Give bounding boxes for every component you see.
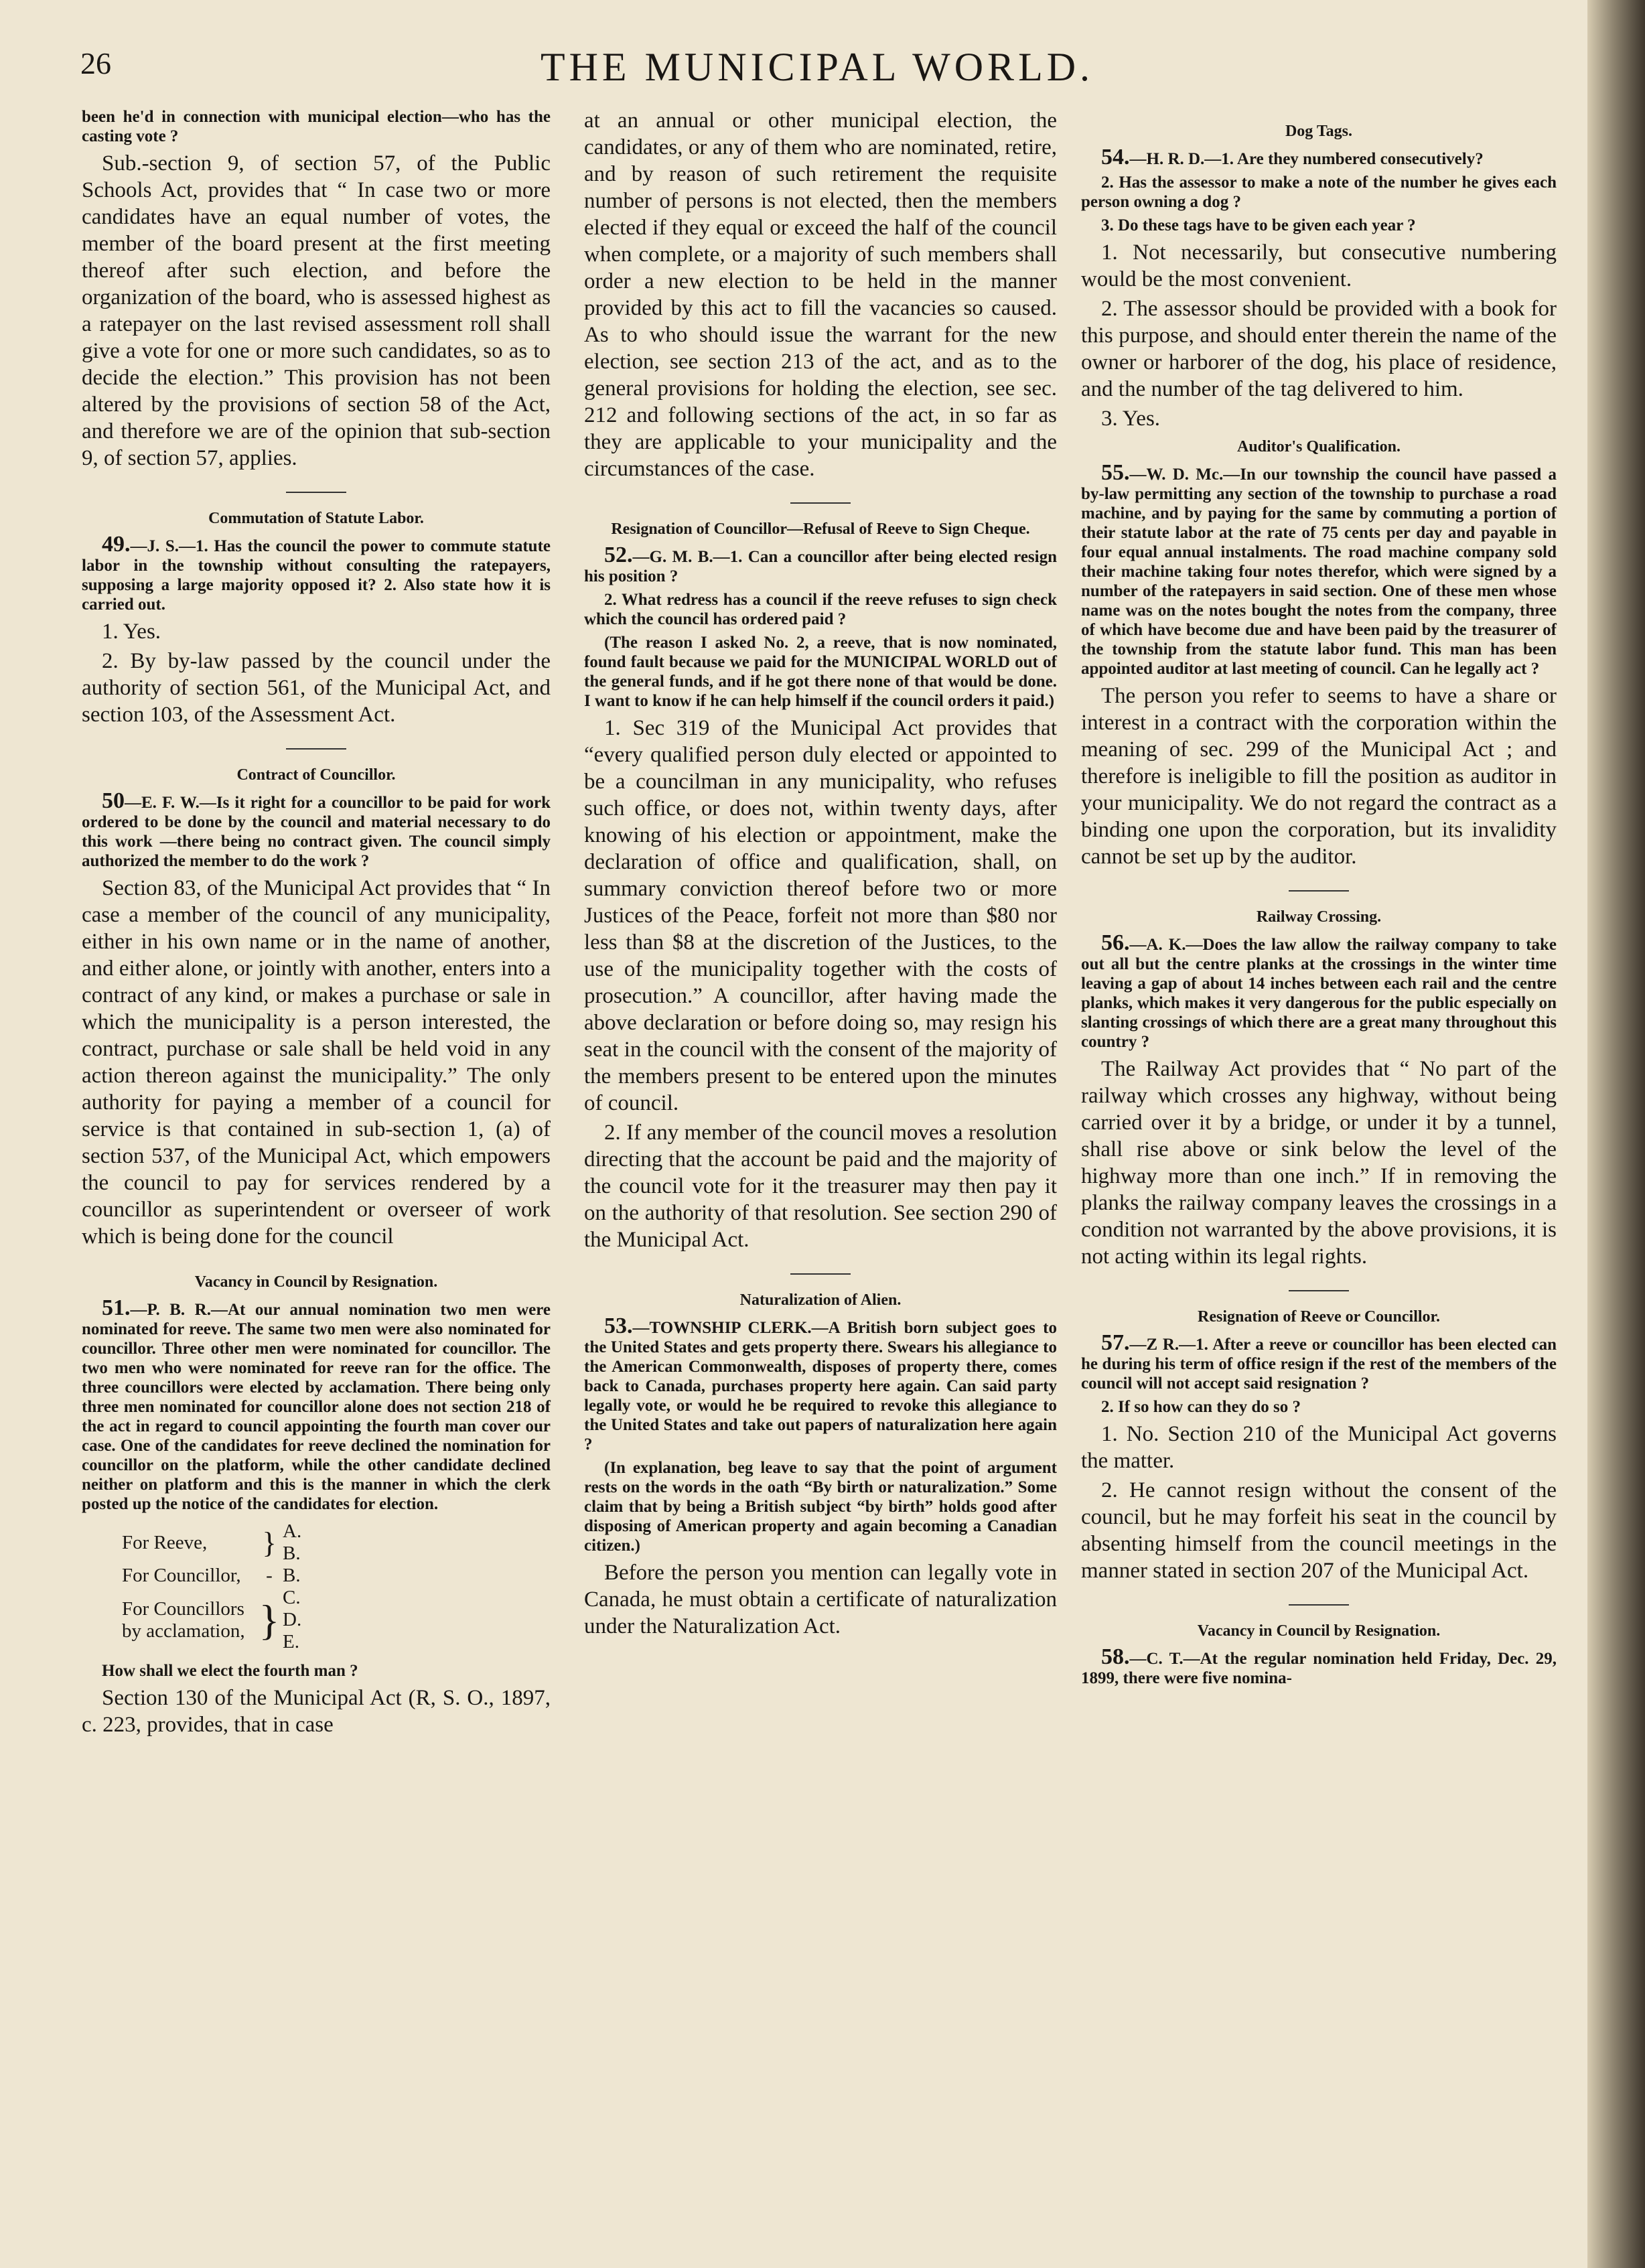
brace: } <box>259 1596 280 1644</box>
answer-text: Section 83, of the Municipal Act provides that “ In case a member of the council of any municipality, either in his own name or in the name of another, and either alone, or jointly with another, enters into a contract of any kind, or makes a purchase or sale in which the municipality is a person interested, the contract, purchase or sale shall be held void in any action thereon against the municipality.” The only authority for paying a member of a council for service is that contained in sub-section 1, (a) of section 537, of the Municipal Act, which empowers the council to pay for services rendered by a councillor as superintendent or overseer of work which is being done for the council <box>82 876 551 1249</box>
column-middle <box>584 107 1057 1642</box>
section-heading: Contract of Councillor. <box>236 766 396 784</box>
section-divider <box>1289 890 1349 892</box>
answer-text: 1. Not necessarily, but consecutive numbering would be the most convenient. <box>1081 240 1557 291</box>
candidate-name: B. <box>283 1565 301 1586</box>
candidate-name: E. <box>283 1631 299 1652</box>
question-55 <box>1081 460 1557 679</box>
row-label: For Councillor, <box>122 1565 241 1586</box>
question-text: 2. If so how can they do so ? <box>1101 1398 1301 1416</box>
question-text: been he'd in connection with municipal election—who has the casting vote ? <box>82 108 551 145</box>
question-57 <box>1081 1330 1557 1393</box>
section-divider <box>1289 1290 1349 1291</box>
answer-text: The Railway Act provides that “ No part of the railway which crosses any highway, without being carried over it by a bridge, or under it by a tunnel, shall rise above or sink below the level of the highway more than one inch.” If in removing the planks the railway company leaves the crossings in a condition not warranted by the above provisions, it is not acting within its legal rights. <box>1081 1057 1557 1269</box>
journal-title: THE MUNICIPAL WORLD. <box>540 45 1094 89</box>
brace: } <box>262 1526 277 1559</box>
question-text: —TOWNSHIP CLERK.—A British born subject goes to the United States and gets property there. Swears his allegiance to the American Commonwealth, disposes of property there, comes back to Canada, purchases property here again. Can said party legally vote, or would he be required to revoke this allegiance to the United States and take out papers of naturalization here again ? <box>584 1319 1057 1454</box>
question-text: 3. Do these tags have to be given each year ? <box>1101 216 1416 234</box>
section-heading: Naturalization of Alien. <box>739 1291 902 1309</box>
question-50 <box>82 788 551 871</box>
section-divider <box>1289 1604 1349 1606</box>
answer-text: at an annual or other municipal election, the candidates, or any of them who are nominated, retire, and by reason of such retirement the requisite number of persons is not elected, then the members elected if they equal or exceed the half of the council when complete, or a majority of such members shall order a new election to be held in the manner provided by this act to fill the vacancies so caused. As to who should issue the warrant for the new election, see section 213 of the act, and as to the general provisions for holding the election, see sec. 212 and following sections of the act, in so far as they are applicable to your municipality and the circumstances of the case. <box>584 109 1057 481</box>
section-heading: Commutation of Statute Labor. <box>208 510 424 527</box>
question-52 <box>584 545 1057 586</box>
question-56 <box>1081 930 1557 1052</box>
answer-text: 1. Yes. <box>102 620 161 644</box>
answer-text: 3. Yes. <box>1101 407 1161 431</box>
answer-text: Sub.-section 9, of section 57, of the Public Schools Act, provides that “ In case two or more candidates have an equal number of votes, the member of the board present at the first meeting thereof after such election, and before the organization of the board, who is assessed highest as a ratepayer on the last revised assessment roll shall give a vote for one or more such candidates, so as to decide the election.” This provision has not been altered by the provisions of section 58 of the Act, and therefore we are of the opinion that sub-section 9, of section 57, applies. <box>82 151 551 470</box>
question-text: —J. S.—1. Has the council the power to commute statute labor in the township without consulting the ratepayers, supposing a large majority opposed it? 2. Also state how it is carried out. <box>82 537 551 614</box>
table-row <box>82 1565 551 1587</box>
row-label-line: by acclamation, <box>122 1620 245 1642</box>
column-right <box>1081 107 1557 1692</box>
row-names <box>283 1587 323 1653</box>
page-number: 26 <box>80 46 111 80</box>
answer-text: Before the person you mention can legally vote in Canada, he must obtain a certificate of naturalization under the Naturalization Act. <box>584 1561 1057 1638</box>
row-names <box>283 1565 323 1587</box>
question-text: (The reason I asked No. 2, a reeve, that is now nominated, found fault because we paid for the MUNICIPAL WORLD out of the general funds, and if he got there none of that would be done. I want to know if he can help himself if the council orders it paid.) <box>584 634 1057 710</box>
section-heading: Resignation of Reeve or Councillor. <box>1198 1308 1440 1326</box>
row-label-line: For Councillors <box>122 1598 244 1620</box>
question-number: 57. <box>1101 1330 1130 1355</box>
question-text: —E. F. W.—Is it right for a councillor to be paid for work ordered to be done by the council and material necessary to do this work —there being no contract given. The council simply authorized the member to do the work ? <box>82 794 551 870</box>
question-number: 54. <box>1101 145 1130 169</box>
question-number: 53. <box>604 1314 633 1338</box>
question-text: How shall we elect the fourth man ? <box>102 1662 358 1680</box>
question-number: 49. <box>102 532 131 557</box>
table-row <box>82 1587 551 1653</box>
row-names <box>283 1520 323 1565</box>
question-text: (In explanation, beg leave to say that the point of argument rests on the words in the oath “By birth or naturalization.” Some claim that by being a British subject “by birth” holds good after disposing of American property and again becoming a Canadian citizen.) <box>584 1459 1057 1555</box>
section-divider <box>790 1273 851 1275</box>
question-54 <box>1081 147 1557 169</box>
question-number: 50 <box>102 788 125 813</box>
question-number: 51. <box>102 1295 131 1320</box>
row-label: For Reeve, <box>122 1531 208 1553</box>
candidate-name: A. <box>283 1520 302 1542</box>
question-text: —Z R.—1. After a reeve or councillor has been elected can he during his term of office resign if the rest of the members of the council will not accept said resignation ? <box>1081 1336 1557 1393</box>
question-text: —A. K.—Does the law allow the railway company to take out all but the centre planks at the crossings in the winter time leaving a gap of about 14 inches between each rail and the centre planks, which makes it very dangerous for the public especially on slanting crossings of which there are a great many throughout this country ? <box>1081 936 1557 1051</box>
section-divider <box>790 502 851 504</box>
section-heading: Auditor's Qualification. <box>1236 438 1401 455</box>
question-number: 56. <box>1101 930 1130 955</box>
question-58 <box>1081 1644 1557 1688</box>
section-heading: Dog Tags. <box>1285 123 1353 140</box>
section-heading: Railway Crossing. <box>1256 908 1382 926</box>
question-text: —W. D. Mc.—In our township the council have passed a by-law permitting any section of the township to purchase a road machine, and by paying for the same by commuting a portion of their statute labor at the rate of 75 cents per day and payable in four equal annual instalments. The road machine company sold their machine taking four notes therefor, which were signed by a number of the ratepayers in said section. One of these men whose name was on the notes bought the notes from the company, three of which have become due and have been paid by the treasurer of the township from the statute labor fund. This man has been appointed auditor at last meeting of council. Can he legally act ? <box>1081 466 1557 678</box>
question-51 <box>82 1295 551 1514</box>
answer-text: 2. By by-law passed by the council under the authority of section 561, of the Municipal Act, and section 103, of the Assessment Act. <box>82 649 551 727</box>
question-text: —C. T.—At the regular nomination held Friday, Dec. 29, 1899, there were five nomina- <box>1081 1650 1557 1687</box>
page-header <box>80 42 1554 95</box>
answer-text: 1. Sec 319 of the Municipal Act provides that “every qualified person duly elected or appointed to be a councilman in any municipality, who refuses such office, or does not, within twenty days, after knowing of his election or appointment, make the declaration of office and qualification, shall, on summary conviction thereof before two or more Justices of the Peace, forfeit not more than $80 nor less than $8 at the discretion of the Justices, to the use of the municipality together with the costs of prosecution.” A councillor, after having made the above declaration or before doing so, may resign his seat in the council with the consent of the majority of the members present to be entered upon the minutes of council. <box>584 716 1057 1115</box>
question-49 <box>82 532 551 614</box>
section-divider <box>286 748 346 750</box>
question-text: 2. Has the assessor to make a note of the number he gives each person owning a dog ? <box>1081 173 1557 211</box>
candidate-name: D. <box>283 1609 302 1630</box>
question-53 <box>584 1316 1057 1454</box>
candidate-name: C. <box>283 1587 301 1608</box>
answer-text: The person you refer to seems to have a share or interest in a contract with the corporation within the meaning of sec. 299 of the Municipal Act ; and therefore is ineligible to fill the position as auditor in your municipality. We do not regard the contract as a binding one upon the corporation, but its invalidity cannot be set up by the auditor. <box>1081 684 1557 869</box>
question-number: 52. <box>604 543 633 567</box>
answer-text: 2. He cannot resign without the consent of the council, but he may forfeit his seat in the council by absenting himself from the council meetings in the manner stated in section 207 of the Municipal Act. <box>1081 1478 1557 1583</box>
section-divider <box>286 492 346 493</box>
candidate-name: B. <box>283 1543 301 1564</box>
section-heading: Resignation of Councillor—Refusal of Reeve to Sign Cheque. <box>611 520 1030 538</box>
table-row <box>82 1520 551 1565</box>
section-heading: Vacancy in Council by Resignation. <box>194 1273 438 1291</box>
question-text: —P. B. R.—At our annual nomination two men were nominated for reeve. The same two men were also nominated for councillor. Three other men were nominated for councillor. The two men who were nominated for reeve ran for the office. The three councillors were elected by acclamation. There being only three men nominated for councillor alone does not section 218 of the act in regard to council appointing the fourth man cover our case. One of the candidates for reeve declined the nomination for councillor on the platform, while the other candidate declined neither on platform and this is the manner in which the clerk posted up the notice of the candidates for election. <box>82 1301 551 1513</box>
book-spine-shadow <box>1587 0 1645 2268</box>
question-text: —G. M. B.—1. Can a councillor after being elected resign his position ? <box>584 548 1057 585</box>
answer-text: 2. If any member of the council moves a resolution directing that the account be paid and the majority of the council vote for it the treasurer may then pay it on the authority of that resolution. See section 290 of the Municipal Act. <box>584 1121 1057 1252</box>
question-text: —H. R. D.—1. Are they numbered consecutively? <box>1129 150 1484 168</box>
row-label <box>82 1598 256 1642</box>
question-number: 58. <box>1101 1644 1130 1669</box>
question-text: 2. What redress has a council if the reeve refuses to sign check which the council has ordered paid ? <box>584 591 1057 628</box>
candidate-table <box>82 1520 551 1653</box>
answer-text: Section 130 of the Municipal Act (R, S. O., 1897, c. 223, provides, that in case <box>82 1686 551 1737</box>
answer-text: 2. The assessor should be provided with a book for this purpose, and should enter therein the name of the owner or harborer of the dog, his place of residence, and the number of the tag delivered to him. <box>1081 297 1557 401</box>
row-dash: - <box>266 1565 273 1586</box>
column-left <box>82 107 551 1741</box>
answer-text: 1. No. Section 210 of the Municipal Act governs the matter. <box>1081 1422 1557 1473</box>
question-number: 55. <box>1101 460 1130 485</box>
section-heading: Vacancy in Council by Resignation. <box>1197 1622 1441 1640</box>
